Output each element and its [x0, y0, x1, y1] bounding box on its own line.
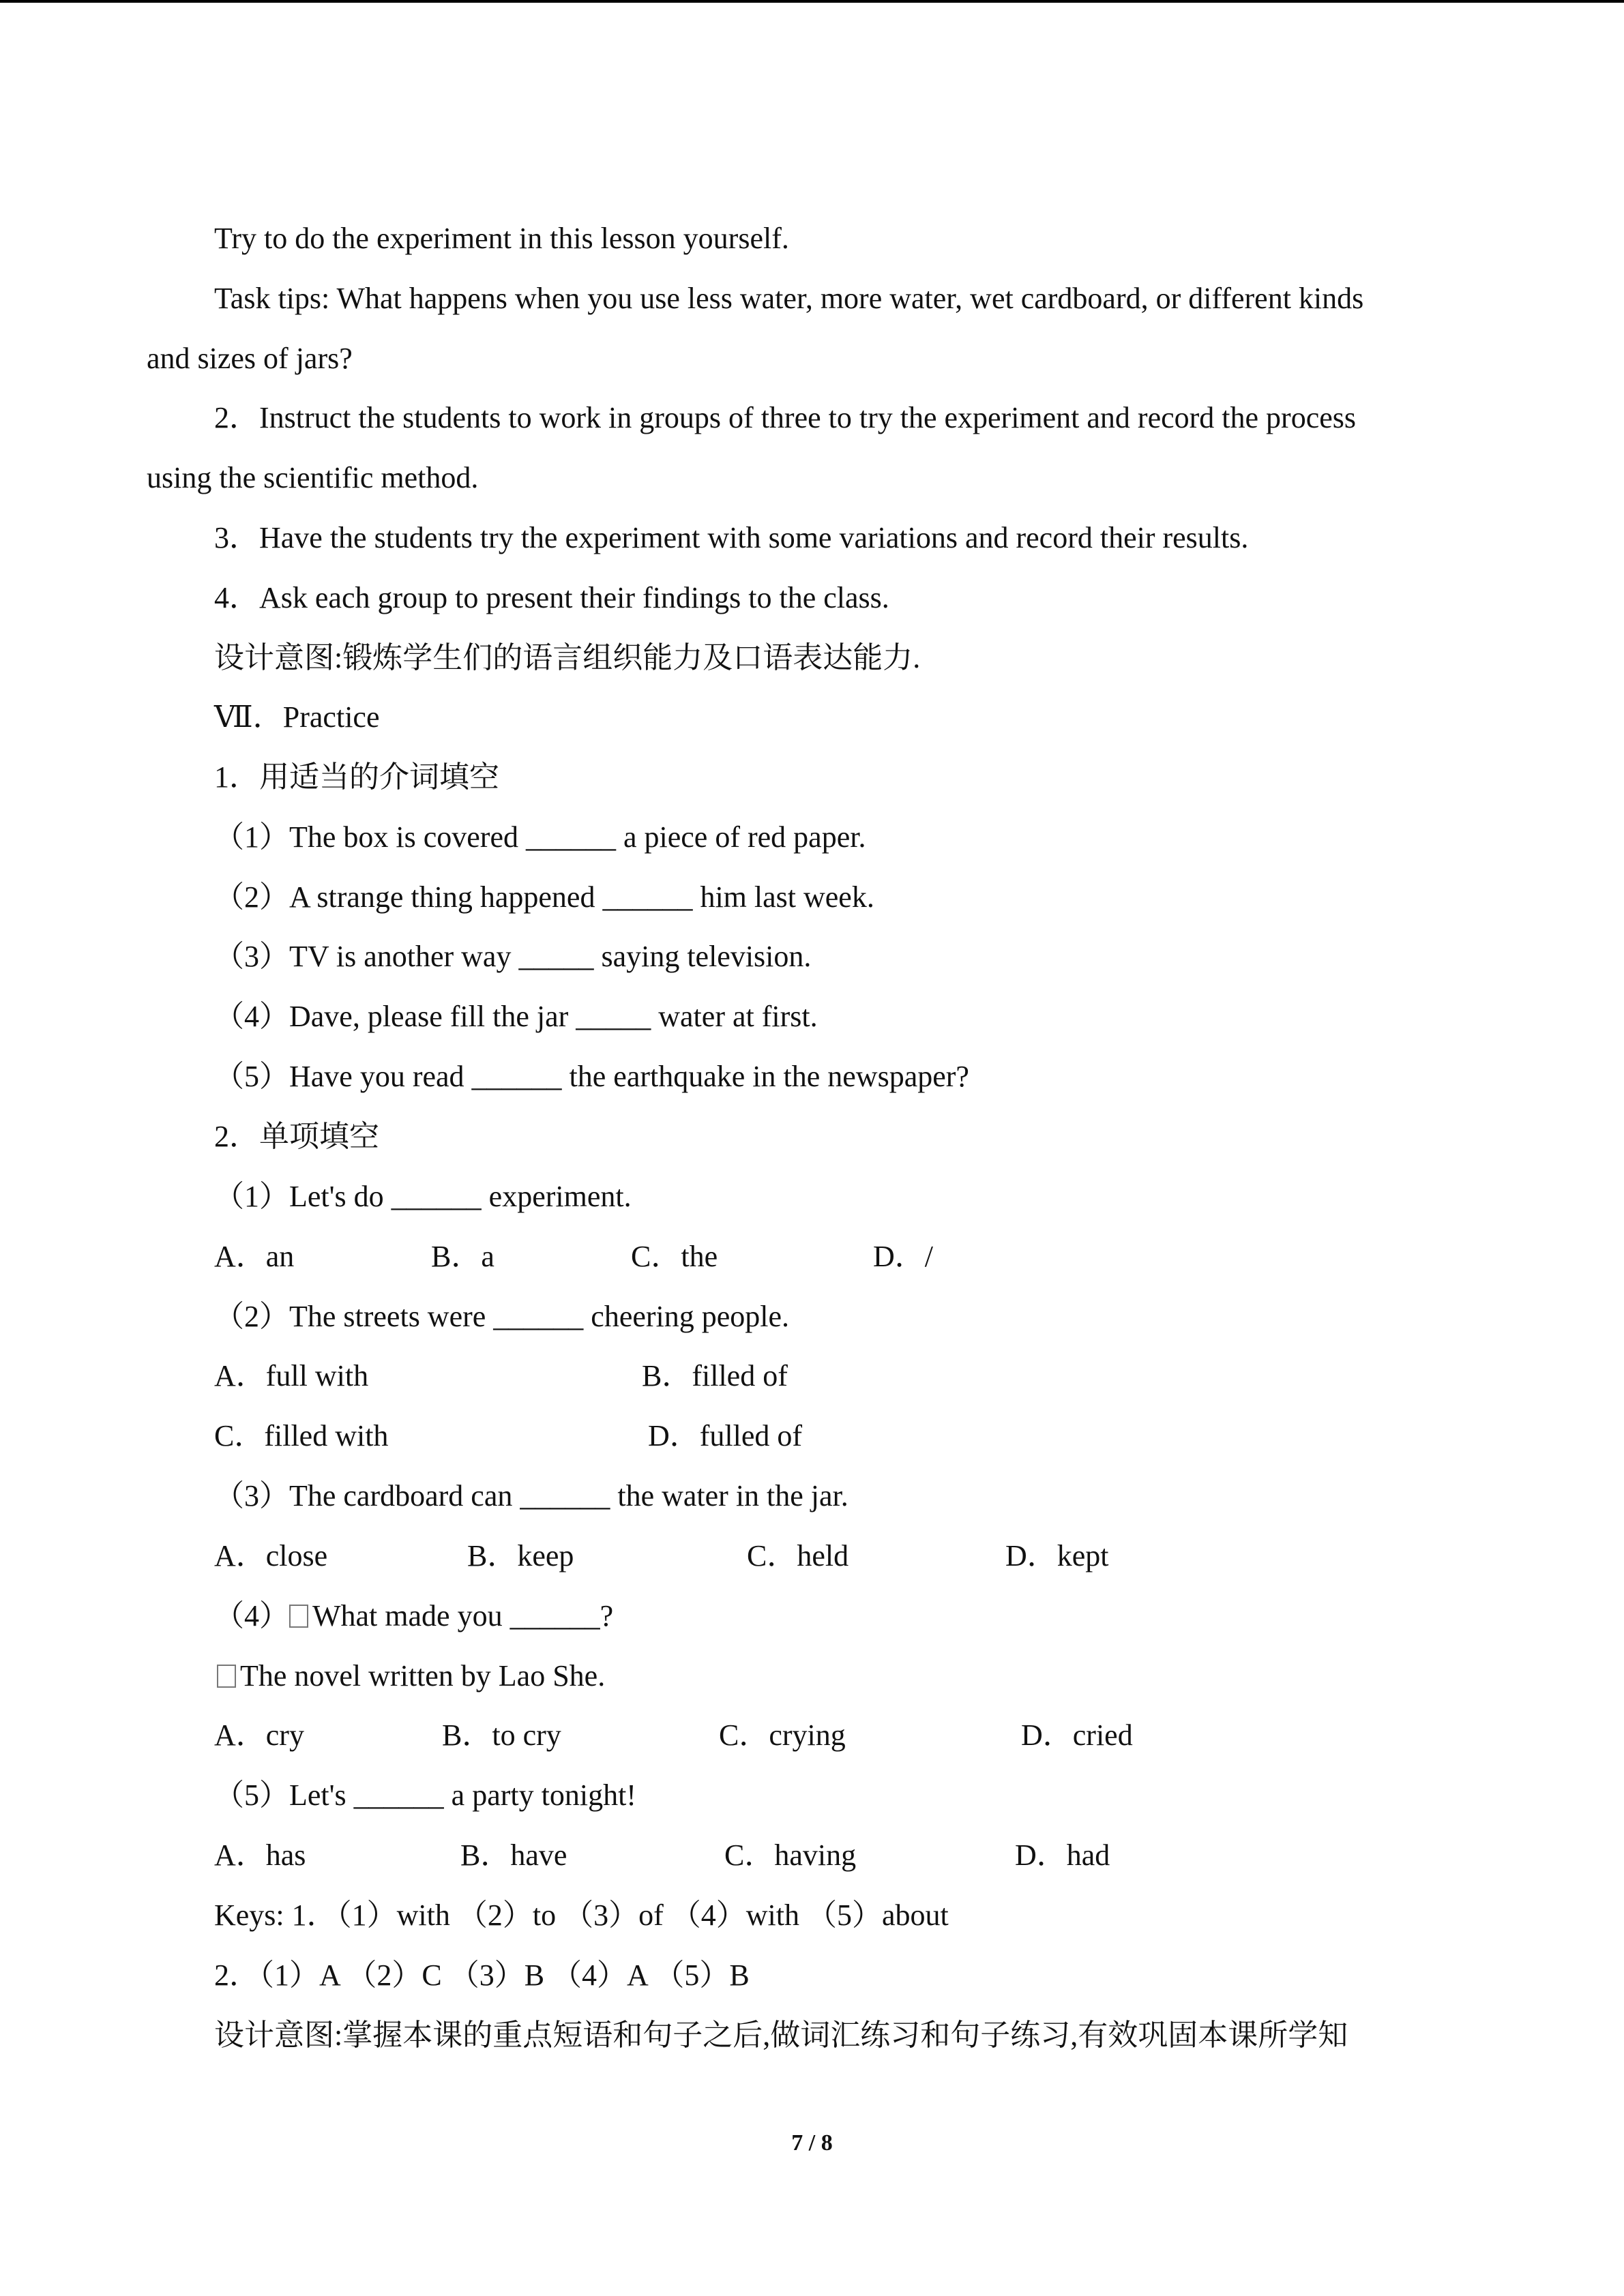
exercise-2-question-3: （3）The cardboard can ______ the water in the jar. — [214, 1479, 848, 1512]
exercise-2-question-2: （2）The streets were ______ cheering people. — [214, 1300, 790, 1333]
exercise-1-item-4: （4）Dave, please fill the jar _____ water at first. — [214, 1000, 818, 1033]
text-line: and sizes of jars? — [147, 342, 353, 375]
answer-keys-2: 2．（1）A （2）C （3）B （4）A （5）B — [214, 1958, 750, 1992]
exercise-1-item-3: （3）TV is another way _____ saying television. — [214, 940, 812, 973]
option-c: C．filled with — [214, 1419, 389, 1452]
option-b: B．keep — [467, 1539, 574, 1572]
option-b: B．filled of — [642, 1359, 788, 1392]
exercise-2-question-5: （5）Let's ______ a party tonight! — [214, 1778, 636, 1812]
answer-keys-1: Keys: 1．（1）with （2）to （3）of （4）with （5）about — [214, 1898, 949, 1932]
text-line: Task tips: What happens when you use less water, more water, wet cardboard, or different kinds — [214, 282, 1364, 315]
exercise-1-heading: 1．用适当的介词填空 — [214, 760, 499, 794]
text-line: 3．Have the students try the experiment with some variations and record their results. — [214, 521, 1249, 554]
question-text: What made you ______? — [312, 1599, 614, 1632]
exercise-1-item-5: （5）Have you read ______ the earthquake in the newspaper? — [214, 1060, 969, 1093]
option-b: B．a — [431, 1240, 494, 1273]
page-top-border — [0, 0, 1624, 3]
option-c: C．having — [724, 1838, 857, 1872]
section-heading-practice: Ⅶ．Practice — [214, 700, 380, 734]
text-line: using the scientific method. — [147, 461, 479, 494]
exercise-1-item-1: （1）The box is covered ______ a piece of red paper. — [214, 820, 866, 854]
design-intent-2: 设计意图:掌握本课的重点短语和句子之后,做词汇练习和句子练习,有效巩固本课所学知 — [214, 2018, 1348, 2052]
option-b: B．have — [460, 1838, 567, 1872]
text-line: 2．Instruct the students to work in groups of three to try the experiment and record the process — [214, 401, 1356, 434]
text-line: 4．Ask each group to present their findings to the class. — [214, 581, 889, 614]
option-c: C．held — [747, 1539, 849, 1572]
option-a: A．cry — [214, 1718, 304, 1752]
dialogue-dash-box — [289, 1605, 308, 1628]
option-a: A．close — [214, 1539, 328, 1572]
option-a: A．an — [214, 1240, 295, 1273]
option-b: B．to cry — [442, 1718, 561, 1752]
exercise-1-item-2: （2）A strange thing happened ______ him last week. — [214, 880, 874, 914]
dialogue-dash-box — [217, 1665, 236, 1688]
question-number: （4） — [214, 1599, 289, 1632]
answer-text: The novel written by Lao She. — [240, 1659, 606, 1693]
option-a: A．full with — [214, 1359, 369, 1392]
design-intent-1: 设计意图:锻炼学生们的语言组织能力及口语表达能力. — [214, 641, 921, 674]
option-d: D．kept — [1005, 1539, 1109, 1572]
option-a: A．has — [214, 1838, 306, 1872]
option-c: C．crying — [719, 1718, 846, 1752]
option-c: C．the — [631, 1240, 718, 1273]
exercise-2-answer-line-4 — [217, 1657, 605, 1695]
exercise-2-heading: 2．单项填空 — [214, 1120, 379, 1153]
page-number: 7 / 8 — [791, 2130, 833, 2156]
option-d: D．fulled of — [648, 1419, 803, 1452]
exercise-2-question-1: （1）Let's do ______ experiment. — [214, 1180, 632, 1213]
option-d: D．cried — [1021, 1718, 1133, 1752]
text-line: Try to do the experiment in this lesson yourself. — [214, 222, 789, 255]
option-d: D．had — [1015, 1838, 1110, 1872]
option-d: D．/ — [873, 1240, 933, 1273]
exercise-2-question-4 — [214, 1597, 613, 1635]
